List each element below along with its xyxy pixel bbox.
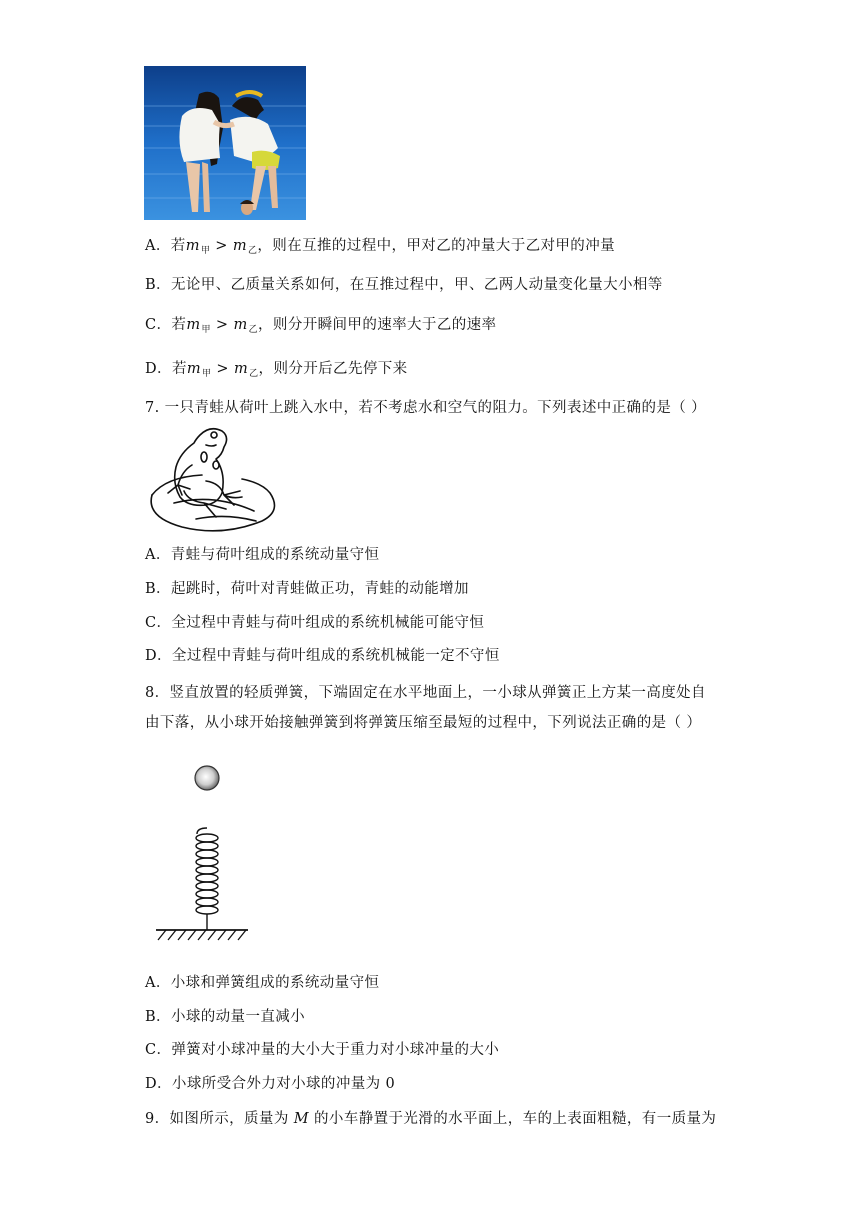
q8-option-d: D．小球所受合外力对小球的冲量为 0: [145, 1076, 396, 1092]
q7-option-c: C．全过程中青蛙与荷叶组成的系统机械能可能守恒: [145, 615, 485, 631]
operator: >: [210, 317, 234, 333]
q7-option-d: D．全过程中青蛙与荷叶组成的系统机械能一定不守恒: [145, 648, 500, 664]
mass-subscript: 乙: [248, 325, 259, 335]
mass-var: m: [185, 238, 200, 254]
mass-subscript: 甲: [202, 369, 212, 379]
q9-stem: [145, 1109, 716, 1129]
spring-icon: [150, 758, 254, 944]
option-text: 若: [170, 238, 186, 254]
option-text: ，则分开后乙先停下来: [258, 361, 408, 377]
q6-option-b: [145, 275, 663, 295]
option-text: 若: [171, 317, 187, 333]
q9-mass-var: M: [293, 1111, 309, 1127]
operator: >: [211, 361, 234, 377]
option-label: D．: [145, 361, 172, 377]
mass-var: m: [186, 317, 201, 333]
frog-icon: [144, 425, 280, 535]
q9-text: 的小车静置于光滑的水平面上，车的上表面粗糙，有一质量为: [308, 1111, 717, 1127]
mass-subscript: 乙: [247, 246, 258, 256]
ball-over-spring-drawing: [150, 758, 254, 944]
q7-option-b: B．起跳时，荷叶对青蛙做正功，青蛙的动能增加: [145, 581, 469, 597]
option-text: 若: [171, 361, 187, 377]
mass-subscript: 乙: [249, 369, 259, 379]
mass-var: m: [233, 361, 249, 377]
option-label: A．: [145, 238, 171, 254]
q9-text: 9．如图所示，质量为: [145, 1111, 294, 1127]
option-text: ，则分开瞬间甲的速率大于乙的速率: [258, 317, 497, 333]
q6-option-c: [145, 315, 496, 340]
operator: >: [210, 238, 233, 254]
option-label: C．: [145, 317, 172, 333]
mass-subscript: 甲: [201, 325, 211, 335]
q8-option-c: C．弹簧对小球冲量的大小大于重力对小球冲量的大小: [145, 1042, 500, 1058]
frog-on-lily-pad-drawing: [144, 425, 280, 535]
option-text: 无论甲、乙质量关系如何，在互推过程中，甲、乙两人动量变化量大小相等: [170, 277, 663, 293]
q8-option-b: B．小球的动量一直减小: [145, 1009, 306, 1025]
q6-option-d: [145, 359, 408, 384]
q8-option-a: A．小球和弹簧组成的系统动量守恒: [145, 975, 380, 991]
skaters-photo-icon: [144, 66, 306, 220]
q7-option-a: A．青蛙与荷叶组成的系统动量守恒: [145, 547, 380, 563]
mass-var: m: [186, 361, 201, 377]
q6-option-a: [145, 236, 615, 261]
option-label: B．: [145, 277, 171, 293]
q7-stem: 7. 一只青蛙从荷叶上跳入水中，若不考虑水和空气的阻力。下列表述中正确的是（ ）: [145, 400, 707, 416]
mass-var: m: [232, 238, 247, 254]
mass-subscript: 甲: [200, 246, 211, 256]
option-text: ，则在互推的过程中，甲对乙的冲量大于乙对甲的冲量: [257, 238, 615, 254]
skaters-photo: [144, 66, 306, 220]
mass-var: m: [233, 317, 248, 333]
q8-stem-line2: 由下落，从小球开始接触弹簧到将弹簧压缩至最短的过程中，下列说法正确的是（ ）: [145, 715, 702, 731]
q8-stem-line1: 8．竖直放置的轻质弹簧，下端固定在水平地面上，一小球从弹簧正上方某一高度处自: [145, 685, 706, 701]
